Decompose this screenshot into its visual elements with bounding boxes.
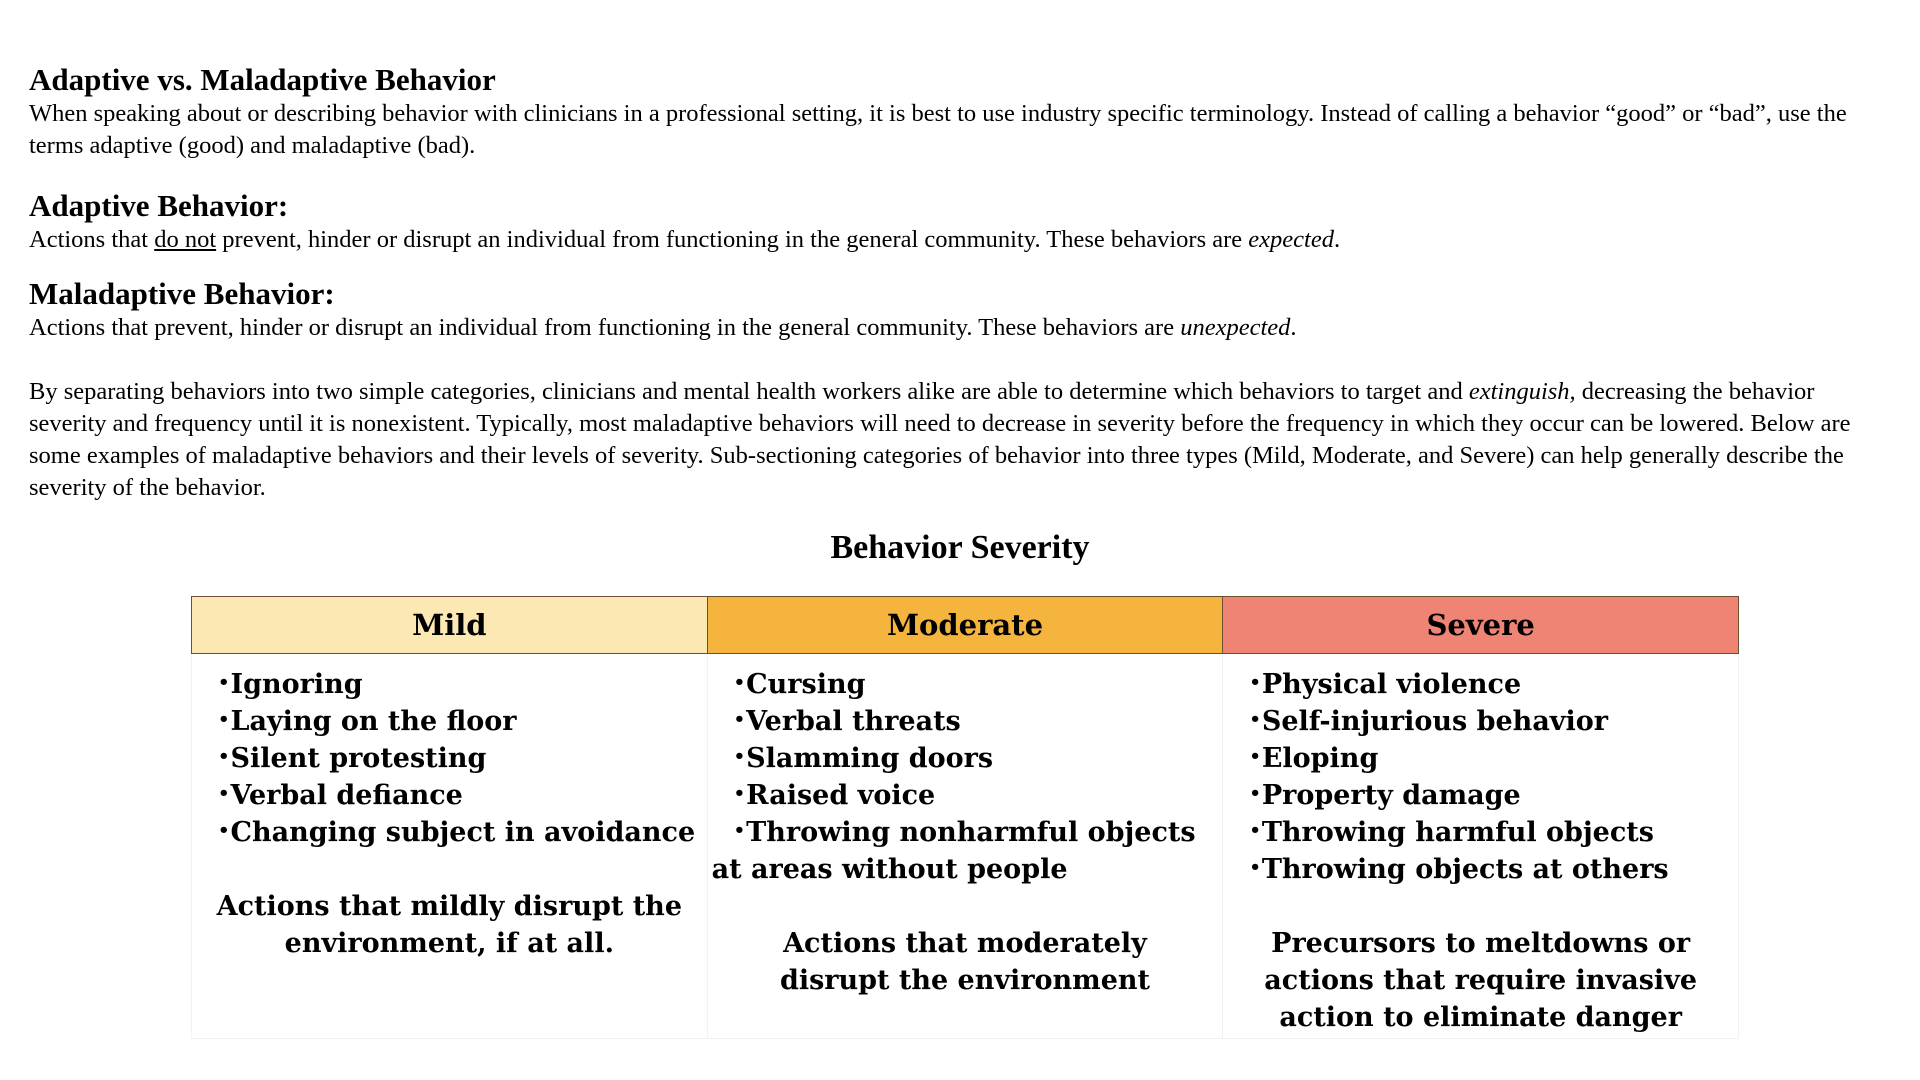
bullet-icon: • xyxy=(218,820,230,841)
behavior-list-item xyxy=(1227,666,1734,703)
column-cell-moderate xyxy=(707,654,1223,1039)
behavior-label: Laying on the floor xyxy=(230,706,517,737)
behavior-label: Property damage xyxy=(1261,780,1521,811)
mild-summary: Actions that mildly disrupt the environment, if at all. xyxy=(216,891,682,959)
behavior-list-item xyxy=(712,666,1219,703)
bullet-icon: • xyxy=(1249,672,1261,693)
bullet-icon: • xyxy=(218,709,230,730)
italic-text: expected xyxy=(1248,226,1334,253)
bullet-icon: • xyxy=(1249,709,1261,730)
behavior-list-item xyxy=(1227,851,1734,888)
column-header-moderate: Moderate xyxy=(707,597,1223,654)
behavior-list-item xyxy=(1227,777,1734,814)
italic-text: unexpected xyxy=(1180,314,1291,341)
severe-behavior-list xyxy=(1227,666,1734,888)
behavior-label: Verbal threats xyxy=(746,706,961,737)
maladaptive-paragraph: Actions that prevent, hinder or disrupt an individual from functioning in the general community. These behaviors are unexpected. xyxy=(29,314,1297,341)
document-body xyxy=(29,62,1891,504)
behavior-list-item xyxy=(1227,740,1734,777)
behavior-list-item xyxy=(712,814,1219,888)
bullet-icon: • xyxy=(218,783,230,804)
severity-table xyxy=(191,596,1739,1039)
adaptive-paragraph: Actions that do not prevent, hinder or disrupt an individual from functioning in the general community. These behaviors are expected. xyxy=(29,226,1341,253)
behavior-list-item xyxy=(196,703,703,740)
mild-behavior-list xyxy=(196,666,703,851)
categories-paragraph: By separating behaviors into two simple categories, clinicians and mental health workers alike are able to determine which behaviors to target and extinguish, decreasing the behavior severity and frequency until it is nonexistent. Typically, most maladaptive behaviors will need to decrease in severity before the frequency in which they occur can be lowered. Below are some examples of maladaptive behaviors and their levels of severity. Sub-sectioning categories of behavior into three types (Mild, Moderate, and Severe) can help generally describe the severity of the behavior. xyxy=(29,378,1851,501)
bullet-icon: • xyxy=(218,746,230,767)
column-header-severe: Severe xyxy=(1223,597,1739,654)
bullet-icon: • xyxy=(218,672,230,693)
behavior-list-item xyxy=(712,777,1219,814)
severe-summary: Precursors to meltdowns or actions that require invasive action to eliminate danger xyxy=(1264,928,1698,1033)
behavior-list-item xyxy=(712,703,1219,740)
behavior-label: Ignoring xyxy=(230,669,363,700)
behavior-list-item xyxy=(712,740,1219,777)
italic-text: extinguish, xyxy=(1468,378,1576,405)
bullet-icon: • xyxy=(1249,857,1261,878)
adaptive-heading: Adaptive Behavior: xyxy=(29,188,289,223)
bullet-icon: • xyxy=(733,746,746,767)
behavior-label: Throwing objects at others xyxy=(1261,854,1669,885)
behavior-label: Verbal defiance xyxy=(230,780,463,811)
behavior-list-item xyxy=(196,777,703,814)
bullet-icon: • xyxy=(733,672,746,693)
maladaptive-heading: Maladaptive Behavior: xyxy=(29,276,335,311)
behavior-label: Physical violence xyxy=(1261,669,1522,700)
intro-paragraph: When speaking about or describing behavior with clinicians in a professional setting, it is best to use industry specific terminology. Instead of calling a behavior “good” or “bad”, use the terms adaptive (good) and maladaptive (bad). xyxy=(29,100,1847,159)
bullet-icon: • xyxy=(733,820,746,841)
column-cell-mild xyxy=(192,654,708,1039)
severity-table-title: Behavior Severity xyxy=(830,529,1090,566)
behavior-label: Cursing xyxy=(746,669,866,700)
behavior-list-item xyxy=(196,814,703,851)
bullet-icon: • xyxy=(1249,746,1261,767)
moderate-summary: Actions that moderately disrupt the environment xyxy=(779,928,1151,996)
behavior-list-item xyxy=(1227,703,1734,740)
behavior-label: Changing subject in avoidance xyxy=(230,817,696,848)
bullet-icon: • xyxy=(733,783,746,804)
behavior-list-item xyxy=(196,740,703,777)
behavior-label: Silent protesting xyxy=(230,743,487,774)
behavior-label: Raised voice xyxy=(746,780,936,811)
intro-heading: Adaptive vs. Maladaptive Behavior xyxy=(29,62,496,97)
bullet-icon: • xyxy=(733,709,746,730)
moderate-behavior-list xyxy=(712,666,1219,888)
behavior-label: Throwing harmful objects xyxy=(1261,817,1654,848)
behavior-label: Throwing nonharmful objects at areas without people xyxy=(711,817,1196,885)
bullet-icon: • xyxy=(1249,783,1261,804)
behavior-label: Self-injurious behavior xyxy=(1261,706,1608,737)
behavior-list-item xyxy=(1227,814,1734,851)
behavior-label: Eloping xyxy=(1261,743,1379,774)
column-cell-severe xyxy=(1223,654,1739,1039)
bullet-icon: • xyxy=(1249,820,1261,841)
behavior-list-item xyxy=(196,666,703,703)
underlined-text: do not xyxy=(154,226,217,253)
column-header-mild: Mild xyxy=(192,597,708,654)
behavior-label: Slamming doors xyxy=(746,743,994,774)
